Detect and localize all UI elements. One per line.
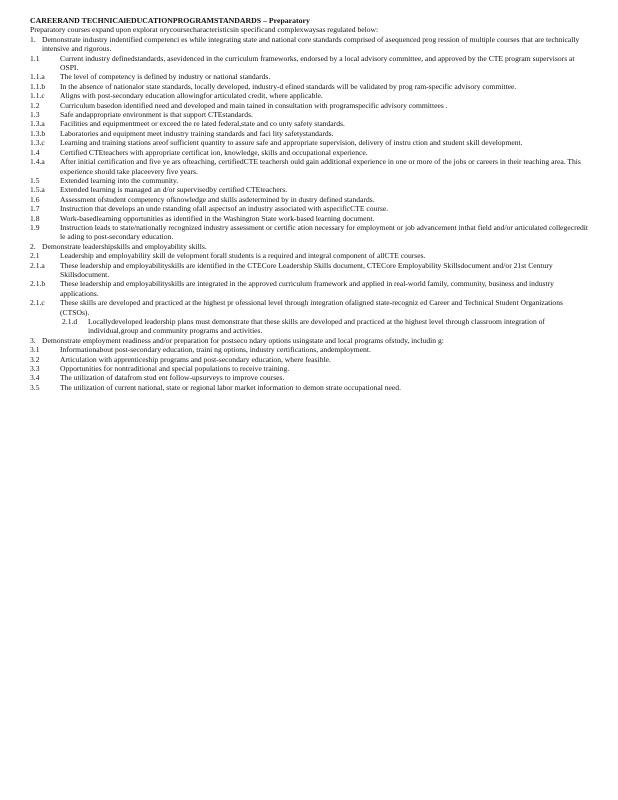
item-number: 1.1.b (30, 81, 46, 91)
item-text: Certified CTEteachers with appropriate certificat ion, knowledge, skills and occupational experience. (60, 147, 368, 157)
item-number: 2.1.c (30, 298, 45, 308)
item-text: Laboratories and equipment meet industry training standards and faci lity safetystandards. (60, 128, 334, 138)
item-number: 1.3 (30, 110, 40, 120)
item-number: 2.1.d (62, 317, 78, 326)
item-text: Articulation with apprenticeship programs and post-secondary education, where feasible. (60, 354, 331, 364)
list-item (30, 129, 590, 138)
standards-document (30, 16, 590, 392)
list-item (30, 298, 590, 317)
item-number: 1.7 (30, 204, 40, 214)
item-text: Opportunities for nontraditional and special populations to receive training. (60, 364, 290, 374)
item-text: The utilization of current national, state or regional labor market information to demon strate occupational need. (60, 382, 401, 392)
list-item (30, 373, 590, 382)
item-text: Facilities and equipmentmeet or exceed the re lated federal,state and co unty safety standards. (60, 119, 345, 129)
item-number: 1.8 (30, 213, 40, 223)
list-item (30, 185, 590, 194)
intro-text: Preparatory courses expand upon explorat orycoursecharacteristicsin specificand complexwaysas regulated below: (30, 25, 379, 35)
item-text: The level of competency is defined by industry or national standards. (60, 72, 271, 82)
item-text: Demonstrate leadershipskills and employability skills. (42, 241, 207, 251)
item-text: Locallydeveloped leadership plans must demonstrate that these skills are developed and practiced at the highest level through classroom integration of individual,group and community programs and activities. (88, 317, 545, 336)
item-number: 3.2 (30, 354, 40, 364)
document-title: CAREERAND TECHNICAlEDUCATIONPROGRAMSTANDARDS – Preparatory (30, 16, 310, 25)
item-number: 1.1.c (30, 91, 45, 101)
item-text: Current industry definedstandards, asevidenced in the curriculum frameworks, endorsed by a local advisory committee, and approved by the CTE program supervisors at OSPI. (60, 53, 575, 73)
list-item (30, 176, 590, 185)
item-text: Assessment ofstudent competency ofknowledge and skills asdetermined by in dustry defined standards. (60, 194, 375, 204)
item-text: Extended learning is managed an d/or supervisedby certified CTEteachers. (60, 185, 288, 195)
list-item (30, 35, 590, 54)
item-text: Safe andappropriate environment is that support CTEstandards. (60, 110, 253, 120)
list-item (30, 54, 590, 73)
item-text: The utilization of datafrom stud ent follow-upsurveys to improve courses. (60, 373, 285, 383)
item-number: 2.1.a (30, 260, 45, 270)
item-text: Aligns with post-secondary education allowingfor articulated credit, where applicable. (60, 91, 323, 101)
item-number: 3.3 (30, 364, 40, 374)
item-number: 1.4 (30, 147, 40, 157)
item-text: After initial certification and five ye ars ofteaching, certifiedCTE teachersh ould gain additional experience in one or more of the jobs or careers in their teaching area. This experience should take placeevery five years. (60, 157, 581, 176)
item-number: 1.4.a (30, 157, 45, 167)
list-item (30, 355, 590, 364)
item-number: 2.1 (30, 251, 40, 261)
list-item (30, 204, 590, 213)
list-item (30, 214, 590, 223)
list-item (30, 223, 590, 242)
list-item (30, 279, 590, 298)
list-item (30, 101, 590, 110)
list-item (30, 119, 590, 128)
item-text: Work-basedlearning opportunities as identified in the Washington State work-based learning document. (60, 213, 375, 223)
item-number: 1.3.c (30, 138, 45, 148)
item-text: Curriculum basedon identified need and developed and main tained in consultation with programspecific advisory committees . (60, 100, 448, 110)
item-text: These skills are developed and practiced at the highest pr ofessional level through integration ofaligned state-recogniz ed Career and Technical Student Organizations (CTSOs). (60, 298, 563, 317)
list-item (30, 82, 590, 91)
list-item (30, 91, 590, 100)
item-number: 1.5.a (30, 185, 45, 195)
item-text: These leadership and employabilityskills are integrated in the approved curriculum framework and applied in real-world family, community, business and industry applications. (60, 279, 554, 298)
item-number: 3.1 (30, 345, 40, 355)
item-number: 3.5 (30, 382, 40, 392)
item-text: Instruction leads to state/nationally recognized industry assessment or certific ation necessary for employment or job advancement inthat field and/or articulated collegecredit le ading to post-secondary education. (60, 222, 589, 242)
list-item (30, 110, 590, 119)
item-number: 1.3.a (30, 119, 45, 129)
item-number: 1.9 (30, 222, 40, 232)
list-item (30, 148, 590, 157)
item-number: 1.1 (30, 53, 40, 63)
list-item (30, 345, 590, 354)
item-text: Learning and training stations areof sufficient quantity to assure safe and appropriate supervision, delivery of instru ction and student skill development. (60, 138, 523, 148)
standards-list (30, 35, 590, 392)
item-text: Extended learning into the community. (60, 175, 179, 185)
item-text: These leadership and employabilityskills are identified in the CTECore Leadership Skills document, CTECore Employability Skillsdocument and/or 21st Century Skillsdocument. (60, 260, 553, 279)
list-item (30, 364, 590, 373)
item-text: Leadership and employability skill de velopment forall students is a required and integral component of allCTE courses. (60, 251, 426, 261)
item-text: Instruction that develops an unde rstanding ofall aspectsof an industry associated with aspecificCTE course. (60, 204, 389, 214)
item-text: Informationabout post-secondary education, traini ng options, industry certifications, andemployment. (60, 345, 371, 355)
list-item (30, 72, 590, 81)
item-number: 3.4 (30, 373, 40, 383)
item-text: In the absence of nationalor state standards, locally developed, industry-d efined standards will be validated by prog ram-specific advisory committee. (60, 81, 517, 91)
list-item (30, 317, 590, 336)
list-item (30, 195, 590, 204)
list-item (30, 336, 590, 345)
item-number: 2.1.b (30, 279, 46, 289)
list-item (30, 157, 590, 176)
item-number: 2. (30, 241, 36, 251)
item-number: 1.1.a (30, 72, 45, 82)
list-item (30, 383, 590, 392)
list-item (30, 138, 590, 147)
item-number: 1.2 (30, 100, 40, 110)
item-number: 1.3.b (30, 128, 46, 138)
item-text: Demonstrate employment readiness and/or preparation for postseco ndary options usingstate and local programs ofstudy, includin g: (42, 335, 444, 345)
list-item (30, 251, 590, 260)
item-text: Demonstrate industry indentified competenci es while integrating state and national core standards comprised of asequenced prog ression of multiple courses that are technically intensive and rigorous. (42, 34, 580, 54)
intro-paragraph (30, 25, 590, 34)
item-number: 1.6 (30, 194, 40, 204)
list-item (30, 242, 590, 251)
item-number: 1.5 (30, 175, 40, 185)
list-item (30, 261, 590, 280)
item-number: 1. (30, 34, 36, 44)
item-number: 3. (30, 335, 36, 345)
